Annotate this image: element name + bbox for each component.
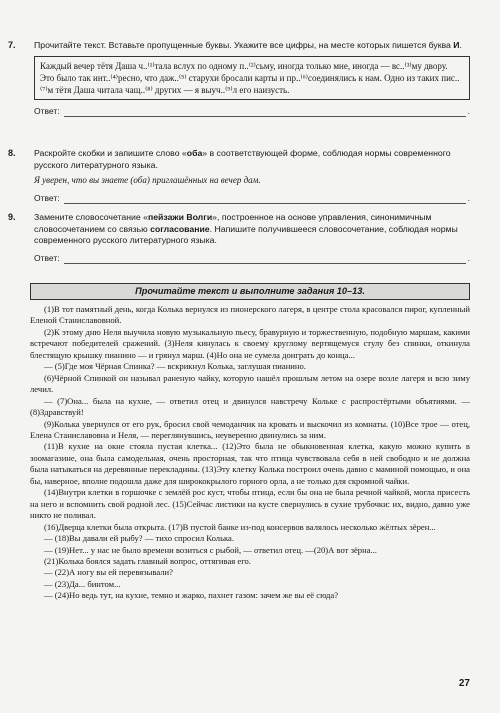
text-paragraph: (9)Колька увернулся от его рук, бросил свой чемоданчик на кровать и выскочил из комнаты. (10)Все трое — отец, Елена Станиславовна и Неля, — переглянувшись, неуверенно двинулись за ним. [30,418,470,440]
answer-field[interactable]: Ответ: . [34,252,470,263]
answer-line[interactable] [64,254,466,264]
task-8 [8,148,470,204]
text-paragraph: — (24)Но ведь тут, на кухне, темно и жарко, пахнет газом: зачем же вы её сюда? [44,590,339,601]
section-header: Прочитайте текст и выполните задания 10–13. [30,283,470,300]
text-paragraph: (2)К этому дню Неля выучила новую музыкальную пьесу, бравурную и торжественную, подобную маршам, какими встречают победителей сражений. (3)Неля кинулась к своему круглому вертящемуся стулу без спинки, откинула блестящую крышку пианино — и грянул марш. (4)Но она не сумела доиграть до конца... [30,326,470,360]
reading-text [30,304,470,602]
answer-line[interactable] [64,194,466,204]
text-paragraph: — (19)Нет... у нас не было времени возиться с рыбой, — ответил отец. —(20)А вот зёрна... [44,544,377,555]
task-instruction: Прочитайте текст. Вставьте пропущенные буквы. Укажите все цифры, на месте которых пишется буква И. [34,40,462,50]
text-paragraph: (16)Дверца клетки была открыта. (17)В пустой банке из-под консервов валялось несколько жёлтых зёрен... [44,521,436,532]
answer-field[interactable]: Ответ: . [34,105,470,116]
text-paragraph: (11)В кухне на окне стояла пустая клетка... (12)Это была не обыкновенная клетка, какую можно купить в зоомагазине, она была самодельная, очень просторная, так что птица чувствовала себя в ней свободно и не должна была натыкаться на деревянные перекладины. (13)Эту клетку Колька построил очень давно с маминой помощью, и она бы, наверное, вполне подошла даже для ширококрылого горного орла, а не только для скромной чайки. [30,441,470,486]
task-number: 7. [8,40,16,50]
text-paragraph: — (22)А ногу вы ей перевязывали? [44,567,173,578]
text-paragraph: — (18)Вы давали ей рыбу? — тихо спросил Колька. [44,533,234,544]
text-paragraph: (21)Колька боялся задать главный вопрос, оттягивая его. [44,555,251,566]
task-example: Я уверен, что вы знаете (оба) приглашённых на вечер дам. [34,175,261,185]
text-paragraph: — (5)Где моя Чёрная Спинка? — вскрикнул Колька, заглушая пианино. [44,361,306,372]
task-instruction: Раскройте скобки и запишите слово «оба» в соответствующей форме, соблюдая нормы современного русского литературного языка. [34,148,451,170]
answer-line[interactable] [64,107,466,117]
answer-field[interactable]: Ответ: . [34,192,470,203]
task-instruction: Замените словосочетание «пейзажи Волги», построенное на основе управления, синонимичным словосочетанием со связью согласование. Напишите получившееся словосочетание, соблюдая нормы современного русского литературного языка. [34,212,458,245]
task-7 [8,40,470,117]
page-number: 27 [458,678,470,689]
text-paragraph: (1)В тот памятный день, когда Колька вернулся из пионерского лагеря, в центре стола красовался пирог, купленный Еленой Станиславовной. [30,304,470,326]
text-paragraph: — (23)Да... бинтом... [44,578,121,589]
text-paragraph: (14)Внутри клетки в горшочке с землёй рос куст, чтобы птица, если бы она не была речной чайкой, могла присесть на него и вспомнить свой родной лес. (15)Сейчас листики на кусте свернулись в сухие трубочки: их, видно, давно уже никто не поливал. [30,487,470,521]
text-paragraph: — (7)Она... была на кухне, — ответил отец и двинулся навстречу Кольке с распростёртыми объятиями. — (8)Здравствуй! [30,395,470,418]
task-number: 8. [8,148,16,158]
task-9 [8,212,470,264]
task-text-box: Каждый вечер тётя Даша ч..⁽¹⁾тала вслух по одному п..⁽²⁾сьму, иногда только мне, иногда — вс..⁽³⁾му двору. Это было так инт..⁽⁴⁾ресно, что даж..⁽⁵⁾ старухи бросали карты и пр..⁽⁶⁾соединялись к нам. Одно из таких пис..⁽⁷⁾м тётя Даша читала чащ..⁽⁸⁾ других — я выуч..⁽⁹⁾л его наизусть. [34,56,470,100]
text-paragraph: (6)Чёрной Спинкой он называл раненую чайку, которую нашёл прошлым летом на озере возле лагеря и всю зиму лечил. [30,372,470,395]
task-number: 9. [8,212,16,222]
